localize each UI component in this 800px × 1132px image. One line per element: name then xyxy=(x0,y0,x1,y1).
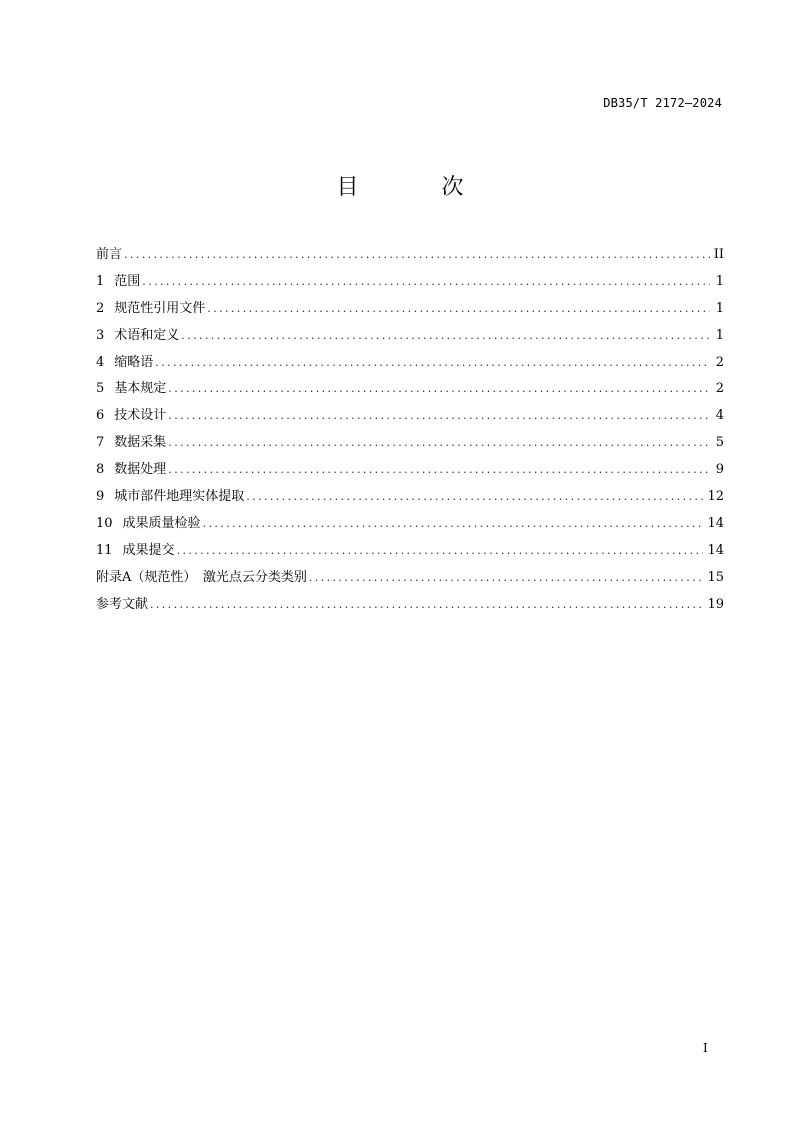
toc-entry-abbreviations[interactable] xyxy=(96,351,724,378)
dot-leader xyxy=(124,248,710,261)
toc-entry-number: 3 xyxy=(96,327,105,343)
toc-entry-page: 1 xyxy=(715,300,724,316)
toc-entry-number: 9 xyxy=(96,489,105,505)
toc-entry-normative-references[interactable] xyxy=(96,297,724,324)
toc-entry-title: 数据采集 xyxy=(114,435,167,451)
toc-entry-number: 10 xyxy=(96,515,113,531)
toc-entry-number: 5 xyxy=(96,381,105,397)
toc-entry-label xyxy=(96,458,168,477)
toc-entry-page: 1 xyxy=(715,327,724,343)
toc-entry-page: 1 xyxy=(715,273,724,289)
toc-entry-scope[interactable] xyxy=(96,270,724,297)
toc-entry-page: 2 xyxy=(715,381,724,397)
toc-entry-basic-rules[interactable] xyxy=(96,377,724,404)
toc-entry-number: 1 xyxy=(96,273,105,289)
toc-entry-number: 6 xyxy=(96,408,105,424)
dot-leader xyxy=(246,490,703,503)
toc-entry-title: 成果质量检验 xyxy=(122,515,201,531)
toc-entry-bibliography[interactable] xyxy=(96,593,724,620)
toc-entry-title: 成果提交 xyxy=(122,542,175,558)
dot-leader xyxy=(168,409,710,422)
toc-entry-page: 15 xyxy=(707,569,724,585)
toc-entry-title: 规范性引用文件 xyxy=(114,300,206,316)
toc-entry-label xyxy=(96,512,203,531)
toc-entry-label xyxy=(96,270,142,289)
dot-leader xyxy=(142,275,710,288)
toc-entry-terms[interactable] xyxy=(96,324,724,351)
dot-leader xyxy=(150,598,703,611)
toc-entry-page: 14 xyxy=(707,542,724,558)
toc-entry-label xyxy=(96,485,246,504)
toc-entry-number: 7 xyxy=(96,435,105,451)
toc-entry-number: 2 xyxy=(96,300,105,316)
dot-leader xyxy=(207,302,710,315)
toc-entry-title: 城市部件地理实体提取 xyxy=(114,489,245,505)
toc-entry-page: 2 xyxy=(715,354,724,370)
toc-entry-page: 19 xyxy=(707,596,724,612)
toc-entry-foreword[interactable] xyxy=(96,243,724,270)
dot-leader xyxy=(177,544,704,557)
toc-entry-label xyxy=(96,404,168,423)
dot-leader xyxy=(181,329,710,342)
toc-entry-label xyxy=(96,431,168,450)
toc-entry-deliverables[interactable] xyxy=(96,539,724,566)
toc-entry-title: 前言 xyxy=(96,247,123,262)
toc-entry-title: 数据处理 xyxy=(114,462,167,478)
toc-entry-quality-inspection[interactable] xyxy=(96,512,724,539)
toc-entry-label xyxy=(96,566,309,585)
toc-entry-title: 参考文献 xyxy=(96,596,149,612)
toc-entry-page: 4 xyxy=(715,408,724,424)
page-number: I xyxy=(703,1041,708,1055)
toc-entry-title: 基本规定 xyxy=(114,381,167,397)
toc-entry-page: II xyxy=(713,247,724,262)
toc-entry-title: 缩略语 xyxy=(114,354,154,370)
toc-entry-appendix-a[interactable] xyxy=(96,566,724,593)
dot-leader xyxy=(168,436,710,449)
toc-entry-label xyxy=(96,539,177,558)
table-of-contents xyxy=(96,243,724,619)
toc-entry-page: 9 xyxy=(715,462,724,478)
toc-entry-data-acquisition[interactable] xyxy=(96,431,724,458)
standard-code: DB35/T 2172—2024 xyxy=(603,96,722,110)
toc-entry-number: 11 xyxy=(96,542,113,558)
dot-leader xyxy=(168,382,710,395)
toc-entry-number: 8 xyxy=(96,462,105,478)
toc-entry-title: 附录A（规范性） 激光点云分类类别 xyxy=(96,569,307,585)
toc-entry-title: 范围 xyxy=(114,273,141,289)
toc-entry-label xyxy=(96,351,155,370)
toc-entry-data-processing[interactable] xyxy=(96,458,724,485)
dot-leader xyxy=(168,463,710,476)
toc-entry-page: 12 xyxy=(707,489,724,505)
toc-entry-page: 14 xyxy=(707,515,724,531)
dot-leader xyxy=(309,571,704,584)
toc-entry-label xyxy=(96,324,181,343)
toc-entry-entity-extraction[interactable] xyxy=(96,485,724,512)
dot-leader xyxy=(155,356,710,369)
dot-leader xyxy=(203,517,704,530)
toc-entry-technical-design[interactable] xyxy=(96,404,724,431)
toc-entry-title: 技术设计 xyxy=(114,408,167,424)
toc-entry-label xyxy=(96,297,207,316)
toc-entry-label xyxy=(96,377,168,396)
toc-title: 目 次 xyxy=(336,175,502,200)
toc-entry-label xyxy=(96,593,150,612)
toc-entry-label xyxy=(96,243,124,262)
toc-entry-number: 4 xyxy=(96,354,105,370)
toc-entry-title: 术语和定义 xyxy=(114,327,180,343)
toc-entry-page: 5 xyxy=(715,435,724,451)
